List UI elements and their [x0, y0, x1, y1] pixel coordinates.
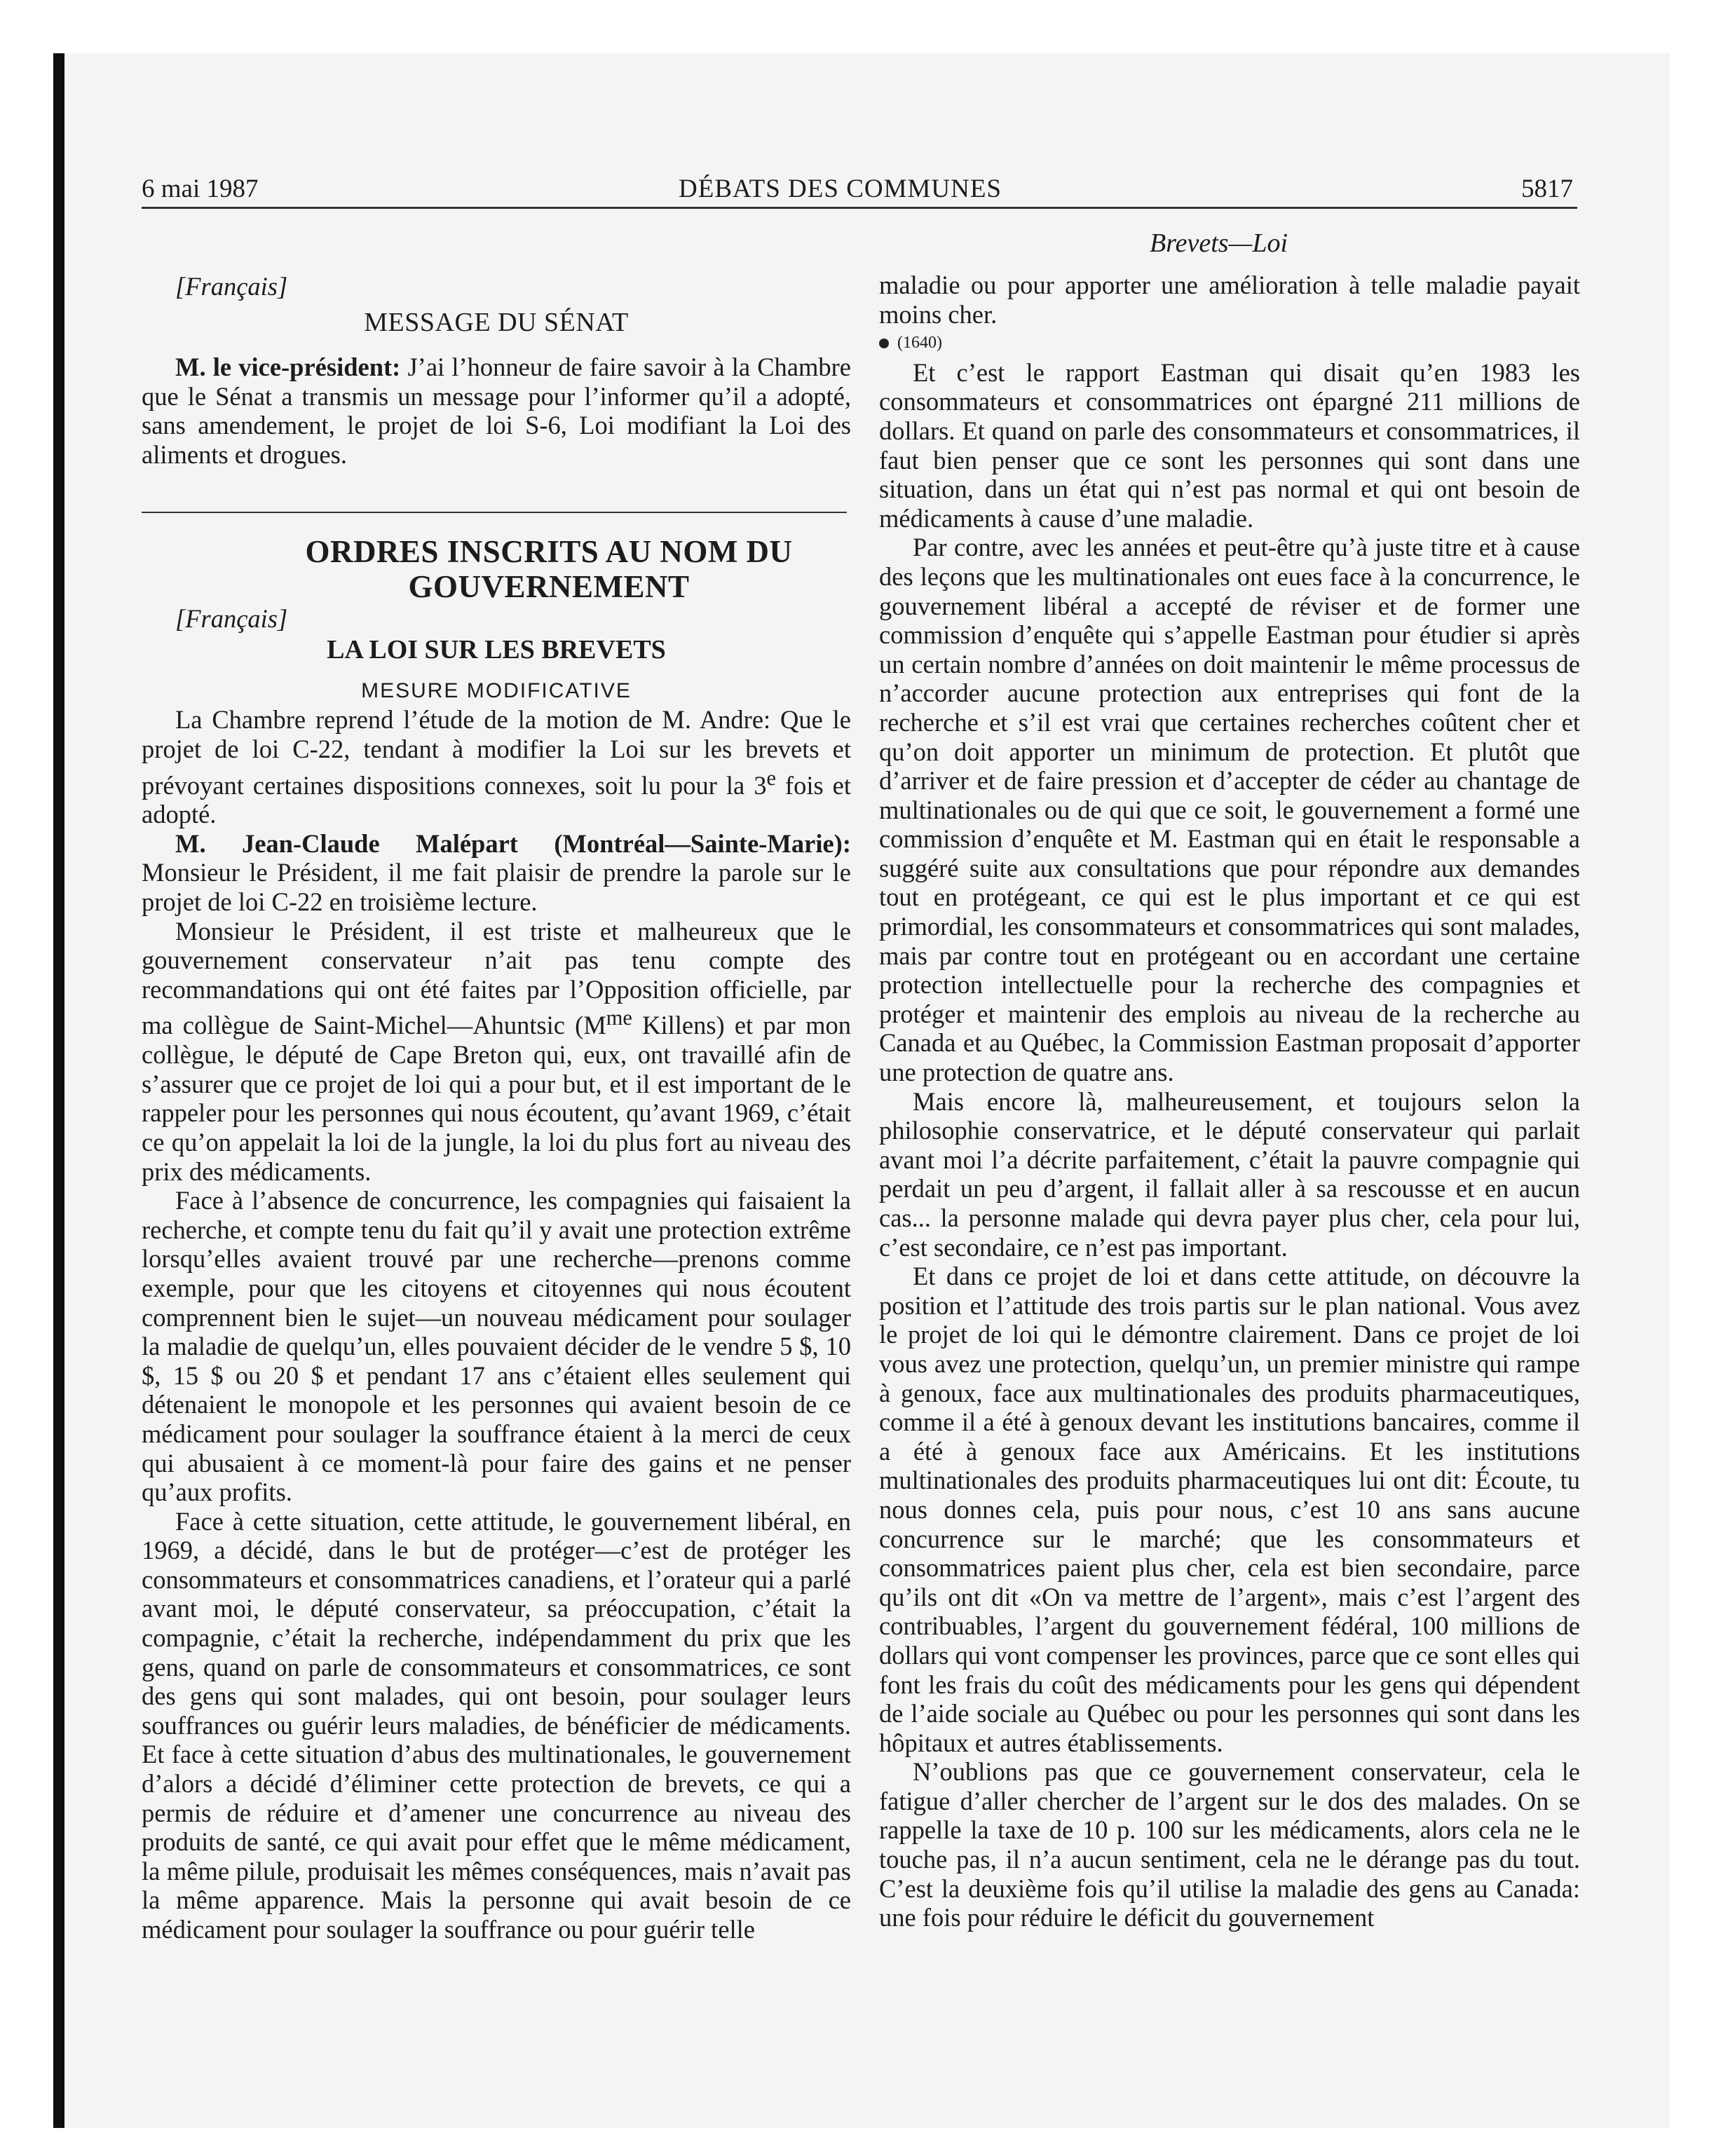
speaker-name: M. Jean-Claude Malépart (Montréal—Sainte-Marie):	[175, 828, 851, 858]
motion-paragraph: La Chambre reprend l’étude de la motion de M. Andre: Que le projet de loi C-22, tendant à modifier la Loi sur les brevets et prévoyant certaines dispositions connexes, soit lu pour la 3e fois et adopté.	[142, 705, 852, 829]
body-paragraph: Face à l’absence de concurrence, les compagnies qui faisaient la recherche, et compte tenu du fait qu’il y avait une protection extrême lorsqu’elles avaient trouvé par une recherche—prenons comme exemple, pour que les citoyens et citoyennes qui nous écoutent comprennent bien le sujet—un nouveau médicament pour soulager la maladie de quelqu’un, elles pouvaient décider de le vendre 5 $, 10 $, 15 $ ou 20 $ et pendant 17 ans c’étaient elles seulement qui détenaient le monopole et les personnes qui avaient besoin de ce médicament pour soulager la souffrance étaient à la merci de ceux qui abusaient à ce moment-là pour faire des gains et ne penser qu’aux profits.	[142, 1186, 851, 1507]
section-heading-orders: ORDRES INSCRITS AU NOM DU GOUVERNEMENT	[305, 533, 793, 604]
language-note: [Français]	[175, 272, 288, 301]
senate-message-paragraph	[142, 353, 851, 469]
section-divider	[142, 512, 847, 513]
body-paragraph: Monsieur le Président, il est triste et malheureux que le gouvernement conservateur n’ait pas tenu compte des recommandations qui ont été faites par l’Opposition officielle, par ma collègue de Saint-Michel—Ahuntsic ($M^{me}$ Killens) et par mon collègue, le député de Cape Breton qui, eux, ont travaillé afin de s’assurer que ce projet de loi qui a pour but, et il est important de le rappeler pour les personnes qui nous écoutent, qu’avant 1969, c’était ce qu’on appelait la loi de la jungle, la loi du plus fort au niveau des prix des médicaments.	[142, 916, 851, 1186]
language-note: [Français]	[175, 603, 288, 633]
header-rule	[142, 207, 1577, 209]
body-paragraph: N’oublions pas que ce gouvernement conservateur, cela le fatigue d’aller chercher de l’argent sur le dos des malades. On se rappelle la taxe de 10 p. 100 sur les médicaments, alors cela ne le touche pas, il n’a aucun sentiment, cela ne le dérange pas du tout. C’est la deuxième fois qu’il utilise la maladie des gens au Canada: une fois pour réduire le déficit du gouvernement	[879, 1757, 1580, 1932]
bullet-icon	[879, 339, 889, 348]
body-paragraph: Face à cette situation, cette attitude, le gouvernement libéral, en 1969, a décidé, dans le but de protéger—c’est de protéger les consommateurs et consommatrices canadiens, et l’orateur qui a parlé avant moi, le député conservateur, sa préoccupation, c’était la compagnie, c’était la recherche, indépendamment du prix que les gens, quand on parle de consommateurs et consommatrices, ce sont des gens qui sont malades, qui ont besoin, pour soulager leurs souffrances ou guérir leurs maladies, de bénéficier de médicaments. Et face à cette situation d’abus des multinationales, le gouvernement d’alors a décidé d’éliminer cette protection de brevets, ce qui a permis de réduire et d’amener une concurrence au niveau des produits de santé, ce qui avait pour effet que le même médicament, la même pilule, produisait les mêmes conséquences, mais n’avait pas la même apparence. Mais la personne qui avait besoin de ce médicament pour soulager la souffrance ou pour guérir telle	[142, 1506, 851, 1944]
running-title: Brevets—Loi	[1150, 228, 1288, 258]
section-heading-message: MESSAGE DU SÉNAT	[364, 307, 629, 337]
time-marker: (1640)	[879, 329, 1580, 358]
body-paragraph: Et dans ce projet de loi et dans cette attitude, on découvre la position et l’attitude des trois partis sur le plan national. Vous avez le projet de loi qui le démontre clairement. Dans ce projet de loi vous avez une protection, quelqu’un, un premier ministre qui rampe à genoux, face aux multinationales des produits pharmaceutiques, comme il a été à genoux devant les institutions bancaires, comme il a été à genoux face aux Américains. Et les institutions multinationales des produits pharmaceutiques lui ont dit: Écoute, tu nous donnes cela, puis pour nous, c’est 10 ans sans aucune concurrence sur le marché; que les consommateurs et consommatrices paient plus cher, cela est bien secondaire, parce qu’ils ont dit «On va mettre de l’argent», mais c’est l’argent des contribuables, l’argent du gouvernement fédéral, 100 millions de dollars qui vont compenser les provinces, parce que ce sont elles qui font les frais du coût des médicaments pour les gens qui dépendent de l’aide sociale au Québec ou pour les personnes qui sont dans les hôpitaux et autres établissements.	[879, 1262, 1580, 1757]
body-paragraph: Et c’est le rapport Eastman qui disait qu’en 1983 les consommateurs et consommatrices ont épargné 211 millions de dollars. Et quand on parle des consommateurs et consommatrices, il faut bien penser que ce sont les personnes qui sont dans une situation, dans un état qui n’est pas normal et qui ont besoin de médicaments à cause d’une maladie.	[879, 357, 1580, 533]
body-paragraph: Mais encore là, malheureusement, et toujours selon la philosophie conservatrice, et le député conservateur qui parlait avant moi l’a décrite parfaitement, c’était la pauvre compagnie qui perdait un peu d’argent, il fallait aller à sa rescousse et en aucun cas... la personne malade qui devra payer plus cher, cela pour lui, c’est secondaire, ce n’est pas important.	[879, 1086, 1580, 1262]
speaker-name: M. le vice-président:	[175, 353, 401, 382]
subheading-measure: MESURE MODIFICATIVE	[361, 678, 632, 702]
speech-intro-paragraph: M. Jean-Claude Malépart (Montréal—Sainte-Marie): Monsieur le Président, il me fait plaisir de prendre la parole sur le projet de loi C-22 en troisième lecture.	[142, 828, 851, 917]
page-number: 5817	[1521, 175, 1573, 203]
paragraph-text: J’ai l’honneur de faire savoir à la Chambre que le Sénat a transmis un message pour l’informer qu’il a adopté, sans amendement, le projet de loi S-6, Loi modifiant la Loi des aliments et drogues.	[142, 353, 851, 469]
header-date: 6 mai 1987	[142, 175, 259, 203]
scan-edge	[53, 53, 64, 2128]
section-heading-law: LA LOI SUR LES BREVETS	[327, 635, 666, 665]
body-paragraph: Par contre, avec les années et peut-être qu’à juste titre et à cause des leçons que les multinationales ont eues face à la concurrence, le gouvernement libéral a accepté de réviser et de former une commission d’enquête qui s’appelle Eastman pour étudier si après un certain nombre d’années on doit maintenir le même processus de n’accorder aucune protection aux entreprises qui font de la recherche et s’il est vrai que certaines recherches coûtent cher et qu’on doit apporter un minimum de protection. Et plutôt que d’arriver et de faire pression et d’accepter de céder au chantage de multinationales ou de qui que ce soit, le gouvernement a formé une commission d’enquête et M. Eastman qui en était le responsable a suggéré suite aux consultations que pour répondre aux demandes tout en protégeant, ce qui est le plus important et ce qui est primordial, les consommateurs et consommatrices qui sont malades, mais par contre tout en protégeant ou en accordant une certaine protection intellectuelle pour la recherche des compagnies et protéger et maintenir des emplois au niveau de la recherche au Canada et au Québec, la Commission Eastman proposait d’apporter une protection de quatre ans.	[879, 533, 1580, 1087]
right-column	[879, 271, 1580, 1932]
header-title: DÉBATS DES COMMUNES	[679, 175, 1002, 203]
body-paragraph: maladie ou pour apporter une amélioration à telle maladie payait moins cher.	[879, 271, 1580, 329]
left-column	[142, 272, 851, 1944]
